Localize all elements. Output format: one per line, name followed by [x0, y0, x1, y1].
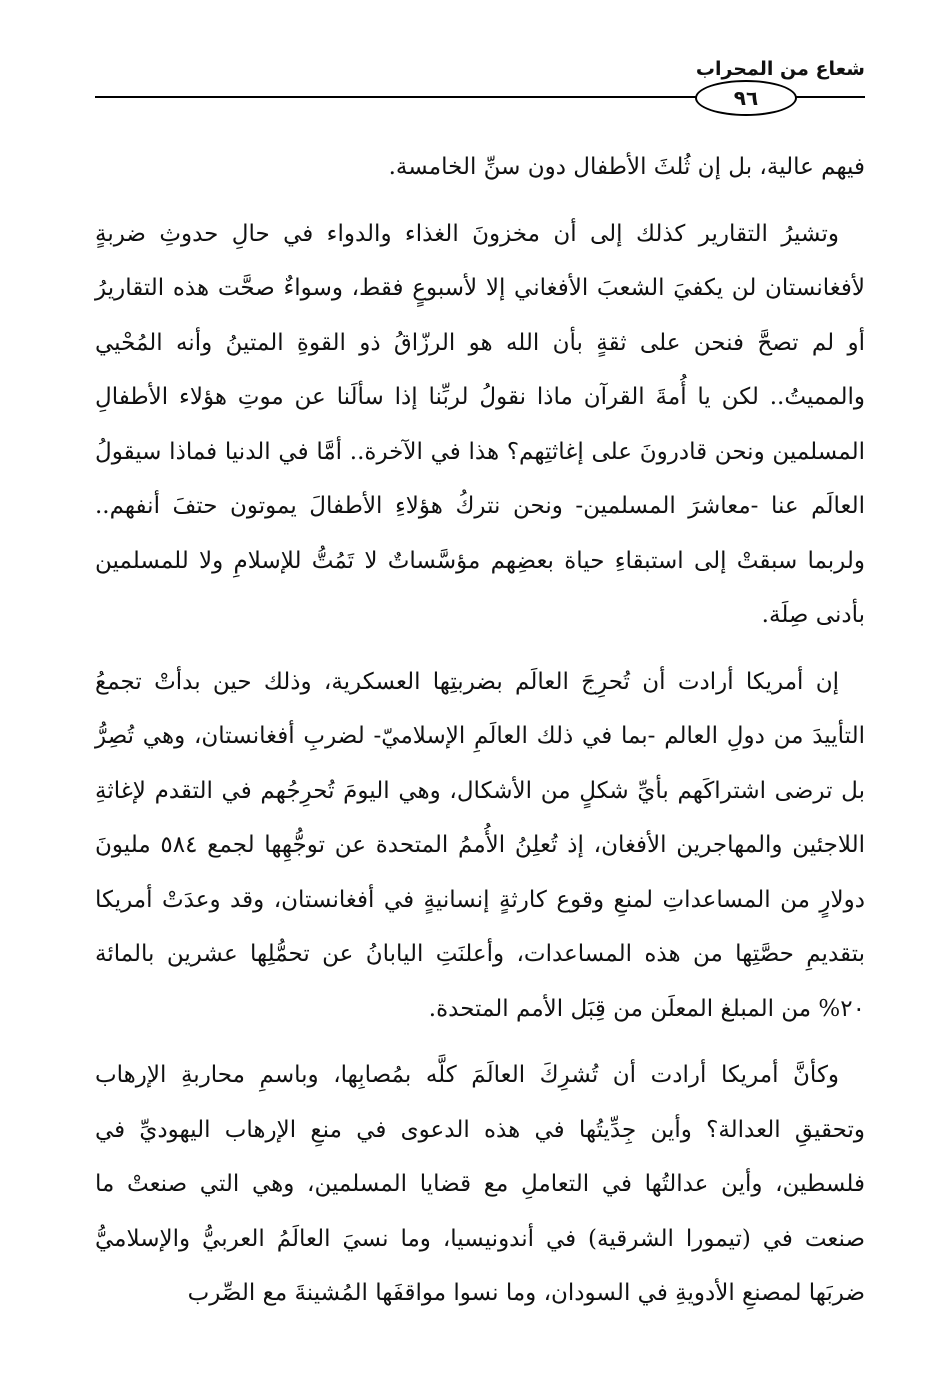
page-header [95, 52, 865, 110]
page-number: ٩٦ [695, 80, 797, 116]
paragraph-1: فيهم عالية، بل إن ثُلثَ الأطفال دون سنِّ الخامسة. [388, 154, 865, 180]
page-body [95, 140, 865, 1321]
running-title: شعاع من المحراب [695, 58, 865, 80]
paragraph-4: وكأنَّ أمريكا أرادت أن تُشرِكَ العالَمَ كلَّه بمُصابِها، وباسمِ محاربةِ الإرهاب وتحقيقِ العدالة؟ وأين جِدِّيتُها في هذه الدعوى في منعِ الإرهاب اليهوديِّ في فلسطين، وأين عدالتُها في التعاملِ مع قضايا المسلمين، وهي التي صنعتْ ما صنعت في (تيمورا الشرقية) في أندونيسيا، وما نسيَ العالَمُ العربيُّ والإسلاميُّ ضربَها لمصنعِ الأدويةِ في السودان، وما نسوا مواقفَها المُشينةَ مع الصِّرب [95, 1062, 865, 1306]
paragraph-2: وتشيرُ التقارير كذلك إلى أن مخزونَ الغذاء والدواء في حالِ حدوثِ ضربةٍ لأفغانستان لن يكفيَ الشعبَ الأفغاني إلا لأسبوعٍ فقط، وسواءٌ صحَّت هذه التقاريرُ أو لم تصحَّ فنحن على ثقةٍ بأن الله هو الرزّاقُ ذو القوةِ المتينُ وأنه المُحْيي والمميتُ.. لكن يا أُمةَ القرآن ماذا نقولُ لربِّنا إذا سألَنا عن موتِ هؤلاء الأطفالِ المسلمين ونحن قادرونَ على إغاثتِهم؟ هذا في الآخرة.. أمَّا في الدنيا فماذا سيقولُ العالَم عنا -معاشرَ المسلمين- ونحن نتركُ هؤلاءِ الأطفالَ يموتون حتفَ أنفهم.. ولربما سبقتْ إلى استبقاءِ حياة بعضِهم مؤسَّساتٌ لا تَمُتُّ للإسلامِ ولا للمسلمين بأدنى صِلَة. [95, 220, 865, 628]
paragraph-3: إن أمريكا أرادت أن تُحرِجَ العالَم بضربتِها العسكرية، وذلك حين بدأتْ تجمعُ التأييدَ من دولِ العالم -بما في ذلك العالَمِ الإسلاميّ- لضربِ أفغانستان، وهي تُصِرُّ بل ترضى اشتراكَهم بأيِّ شكلٍ من الأشكال، وهي اليومَ تُحرِجُهم في التقدم لإغاثةِ اللاجئين والمهاجرين الأفغان، إذ تُعلِنُ الأُممُ المتحدة عن توجُّهِها لجمع ٥٨٤ مليونَ دولارٍ من المساعداتِ لمنعِ وقوع كارثةٍ إنسانيةٍ في أفغانستان، وقد وعدَتْ أمريكا بتقديمِ حصَّتِها من هذه المساعدات، وأعلنَتِ اليابانُ عن تحمُّلِها عشرين بالمائة ٢٠% من المبلغ المعلَن من قِبَل الأمم المتحدة. [95, 668, 865, 1022]
